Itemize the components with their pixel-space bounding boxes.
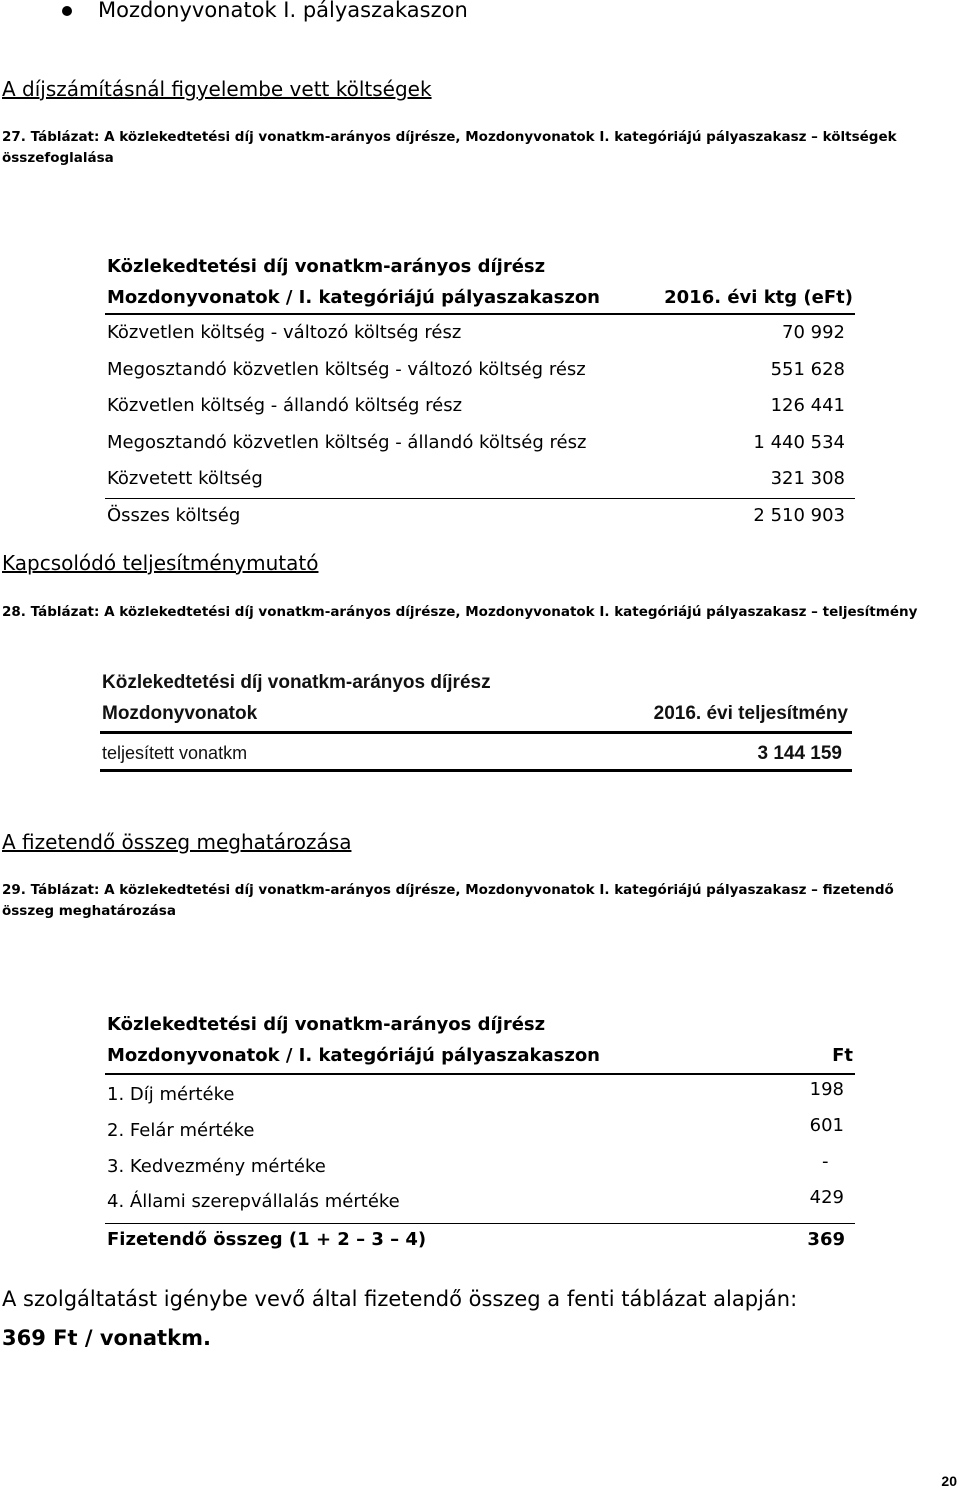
table27-row-value: 70 992 <box>782 322 845 343</box>
table27-total-rule <box>105 498 855 499</box>
table29-row-label: 4. Állami szerepvállalás mértéke <box>107 1191 400 1212</box>
table27-row-value: 551 628 <box>770 359 845 380</box>
table29-row-label: 3. Kedvezmény mértéke <box>107 1156 326 1177</box>
table28-row-value: 3 144 159 <box>757 743 842 764</box>
table28-header-rule <box>100 731 852 734</box>
table29-head1: Közlekedtetési díj vonatkm-arányos díjrész <box>107 1014 546 1035</box>
table29-total-value: 369 <box>807 1229 845 1250</box>
page-number: 20 <box>941 1473 957 1489</box>
bullet-item <box>0 0 960 28</box>
table27-row-label: Megosztandó közvetlen költség - változó költség rész <box>107 359 586 380</box>
table29-caption-line1: 29. Táblázat: A közlekedtetési díj vonatkm-arányos díjrésze, Mozdonyvonatok I. kategóriájú pályaszakasz – fizetendő <box>2 882 894 898</box>
table27-row-value: 126 441 <box>770 395 845 416</box>
table29-row-value: - <box>822 1151 829 1172</box>
table29-head2-left: Mozdonyvonatok / I. kategóriájú pályaszakaszon <box>107 1045 600 1066</box>
table29-row-value: 198 <box>809 1079 844 1100</box>
table27-caption-line1: 27. Táblázat: A közlekedtetési díj vonatkm-arányos díjrésze, Mozdonyvonatok I. kategóriájú pályaszakasz – költségek <box>2 129 897 145</box>
table29-caption-line2: összeg meghatározása <box>2 903 176 919</box>
table28-row-label: teljesített vonatkm <box>102 743 248 763</box>
summary-line1: A szolgáltatást igénybe vevő által fizetendő összeg a fenti táblázat alapján: <box>2 1287 798 1311</box>
table27-head2-right: 2016. évi ktg (eFt) <box>664 287 853 308</box>
table27-row-value: 321 308 <box>770 468 845 489</box>
section-heading-costs: A díjszámításnál figyelembe vett költségek <box>2 77 432 101</box>
table27-row-label: Közvetett költség <box>107 468 263 489</box>
table29-row-value: 601 <box>809 1115 844 1136</box>
table29-total-rule <box>105 1223 855 1224</box>
table29-header-rule <box>105 1073 855 1075</box>
table27-caption-line2: összefoglalása <box>2 150 114 166</box>
table27-row-label: Megosztandó közvetlen költség - állandó költség rész <box>107 432 587 453</box>
bullet-title: Mozdonyvonatok I. pályaszakaszon <box>98 0 468 22</box>
table27-row-label: Közvetlen költség - változó költség rész <box>107 322 462 343</box>
table27-header-rule <box>105 313 855 315</box>
table27-row-value: 1 440 534 <box>753 432 845 453</box>
table27-head2-left: Mozdonyvonatok / I. kategóriájú pályaszakaszon <box>107 287 600 308</box>
table29-head2-right: Ft <box>832 1045 853 1066</box>
section-heading-payable: A fizetendő összeg meghatározása <box>2 830 352 854</box>
section-heading-performance: Kapcsolódó teljesítménymutató <box>2 551 319 575</box>
table29-row-label: 2. Felár mértéke <box>107 1120 255 1141</box>
bullet-dot-icon <box>62 6 72 16</box>
table27-head1: Közlekedtetési díj vonatkm-arányos díjrész <box>107 256 546 277</box>
table28-bottom-rule <box>100 769 852 772</box>
table29-row-value: 429 <box>809 1187 844 1208</box>
table28-head2-left: Mozdonyvonatok <box>102 703 258 724</box>
table27-total-value: 2 510 903 <box>753 505 845 526</box>
table29-total-label: Fizetendő összeg (1 + 2 – 3 – 4) <box>107 1229 427 1250</box>
table28-head2-right: 2016. évi teljesítmény <box>653 703 848 724</box>
table27-total-label: Összes költség <box>107 505 241 526</box>
table28-head1: Közlekedtetési díj vonatkm-arányos díjrész <box>102 672 491 693</box>
table27-row-label: Közvetlen költség - állandó költség rész <box>107 395 463 416</box>
table28-caption: 28. Táblázat: A közlekedtetési díj vonatkm-arányos díjrésze, Mozdonyvonatok I. kategóriájú pályaszakasz – teljesítmény <box>2 604 918 620</box>
summary-line2: 369 Ft / vonatkm. <box>2 1326 211 1350</box>
table29-row-label: 1. Díj mértéke <box>107 1084 235 1105</box>
